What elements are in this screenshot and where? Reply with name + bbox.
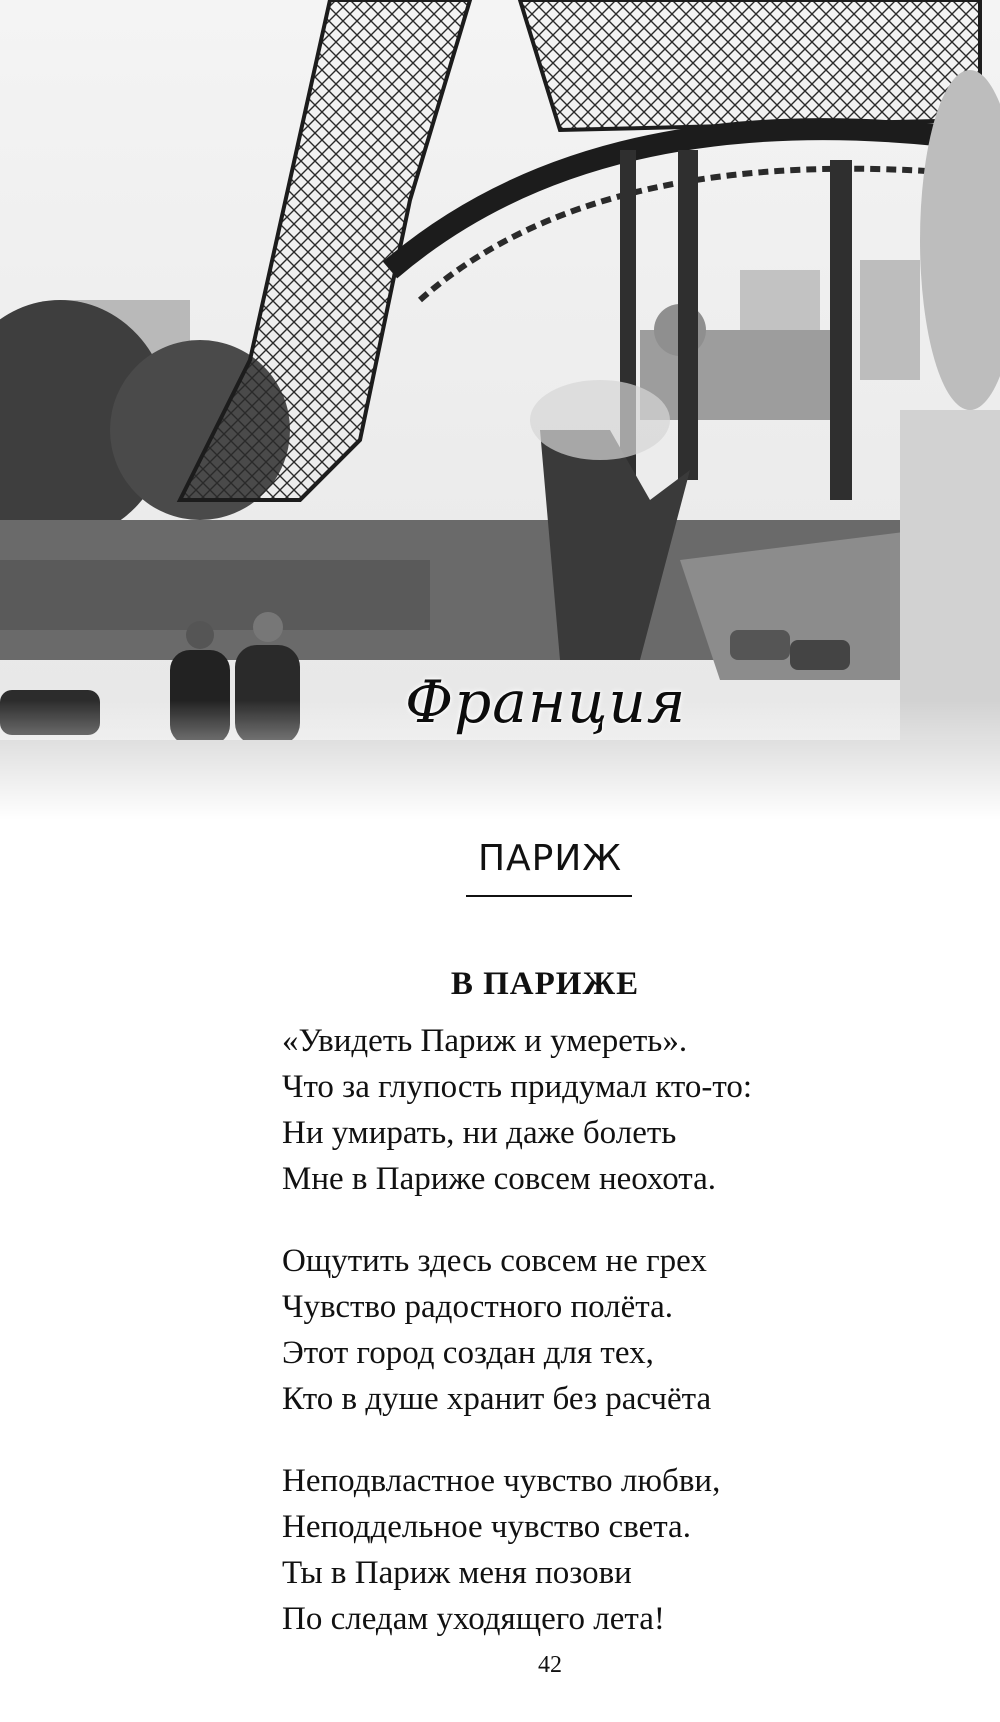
poem-line: Ни умирать, ни даже болеть <box>282 1115 677 1151</box>
poem-title: В ПАРИЖЕ <box>450 966 640 1002</box>
poem-line: Ты в Париж меня позови <box>282 1555 632 1591</box>
poem-line: «Увидеть Париж и умереть». <box>282 1023 688 1059</box>
poem-line: Чувство радостного полёта. <box>282 1289 674 1325</box>
poem-line: Кто в душе хранит без расчёта <box>282 1381 712 1417</box>
stanza <box>282 1018 962 1202</box>
poem-line: Ощутить здесь совсем не грех <box>282 1243 707 1279</box>
poem-line: Неподвластное чувство любви, <box>282 1463 721 1499</box>
city-title: ПАРИЖ <box>477 838 623 879</box>
poem-line: Мне в Париже совсем неохота. <box>282 1161 717 1197</box>
poem-line: По следам уходящего лета! <box>282 1601 665 1637</box>
poem-line: Неподдельное чувство света. <box>282 1509 691 1545</box>
city-title-underline <box>466 895 632 897</box>
stanza <box>282 1458 962 1642</box>
stanza <box>282 1238 962 1422</box>
poem-line: Что за глупость придумал кто-то: <box>282 1069 753 1105</box>
page-number: 42 <box>538 1652 562 1678</box>
country-title: Франция <box>405 668 687 736</box>
poem-line: Этот город создан для тех, <box>282 1335 654 1371</box>
poem-body <box>282 1018 962 1678</box>
